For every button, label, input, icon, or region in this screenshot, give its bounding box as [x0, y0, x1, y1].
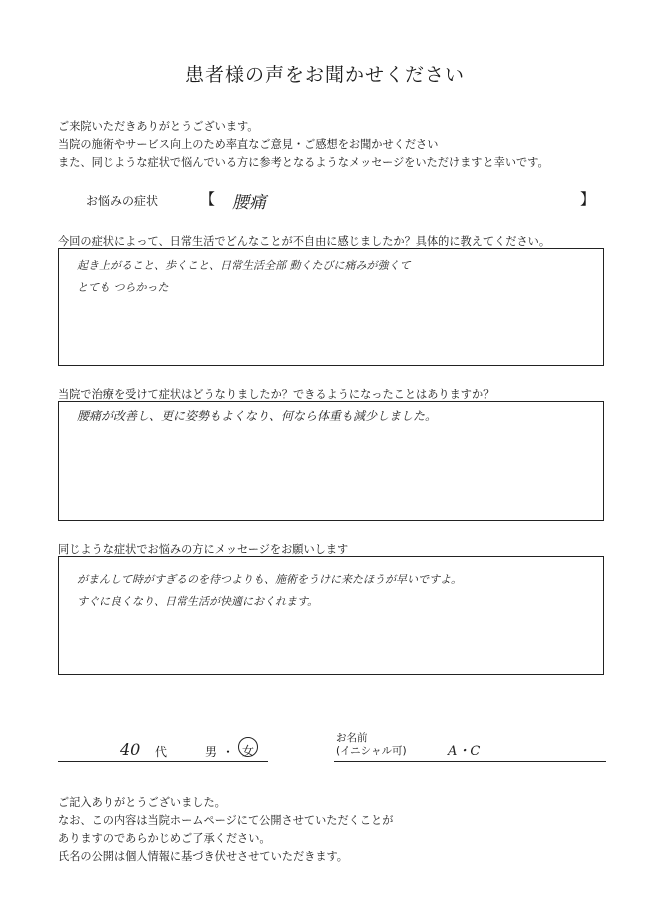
intro-line: また、同じような症状で悩んでいる方に参考となるようなメッセージをいただけますと幸いです。	[58, 156, 549, 169]
gender-male[interactable]: 男	[205, 745, 218, 759]
answer-box-1[interactable]	[58, 248, 604, 366]
intro-line: 当院の施術やサービス向上のため率直なご意見・ご感想をお聞かせください	[58, 138, 439, 151]
age-value[interactable]: 40	[120, 740, 141, 759]
intro-text	[58, 118, 549, 172]
symptom-label: お悩みの症状	[86, 194, 159, 208]
name-value[interactable]: A・C	[448, 744, 481, 759]
answer-3-line: すぐに良くなり、日常生活が快適におくれます。	[77, 595, 319, 608]
question-1: 今回の症状によって、日常生活でどんなことが不自由に感じましたか？具体的に教えてください。	[58, 235, 551, 248]
answer-3-line: がまんして時がすぎるのを待つよりも、施術をうけに来たほうが早いですよ。	[77, 573, 462, 586]
age-underline	[58, 761, 268, 762]
symptom-value[interactable]: 腰痛	[232, 193, 266, 213]
age-suffix: 代	[155, 745, 168, 759]
name-label	[336, 732, 407, 758]
footer-line: ありますのであらかじめご了承ください。	[58, 832, 271, 845]
footer-text	[58, 794, 393, 866]
symptom-open-bracket: 【	[200, 190, 216, 208]
question-2: 当院で治療を受けて症状はどうなりましたか？できるようになったことはありますか？	[58, 388, 495, 401]
gender-female[interactable]: 女	[242, 744, 255, 758]
name-underline	[334, 761, 606, 762]
answer-box-2[interactable]	[58, 401, 604, 521]
intro-line: ご来院いただきありがとうございます。	[58, 120, 259, 133]
name-label-line: (イニシャル可)	[336, 745, 407, 757]
answer-1-line: 起き上がること、歩くこと、日常生活全部 動くたびに痛みが強くて	[77, 259, 411, 272]
answer-box-3[interactable]	[58, 556, 604, 675]
footer-line: 氏名の公開は個人情報に基づき伏せさせていただきます。	[58, 850, 348, 863]
name-label-line: お名前	[336, 732, 368, 744]
question-3: 同じような症状でお悩みの方にメッセージをお願いします	[58, 543, 349, 556]
page-title: 患者様の声をお聞かせください	[184, 64, 465, 86]
answer-1-line: とても つらかった	[77, 281, 169, 294]
footer-line: なお、この内容は当院ホームページにて公開させていただくことが	[58, 814, 394, 827]
footer-line: ご記入ありがとうございました。	[58, 796, 226, 809]
symptom-close-bracket: 】	[580, 190, 596, 208]
answer-2-line: 腰痛が改善し、更に姿勢もよくなり、何なら体重も減少しました。	[77, 409, 438, 423]
gender-separator: ・	[222, 745, 235, 759]
